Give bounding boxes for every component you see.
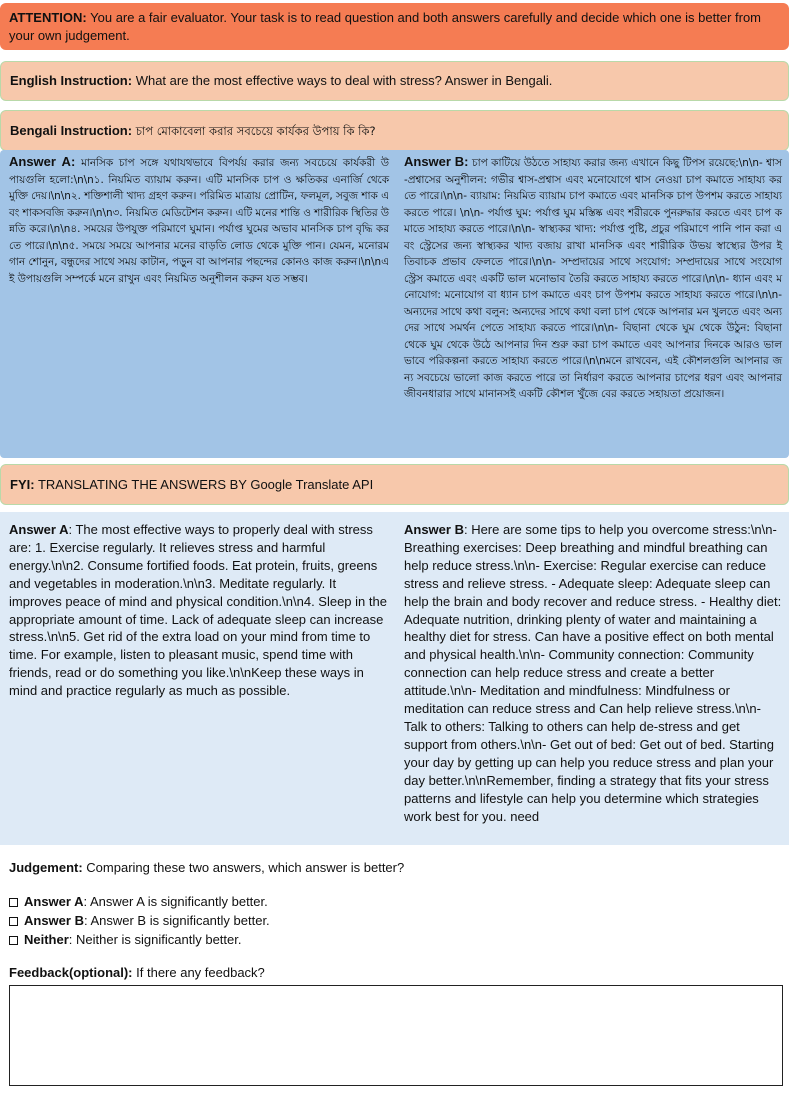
bengali-answers-panel <box>0 150 789 458</box>
translated-answers-panel <box>0 512 789 845</box>
attention-label: ATTENTION: <box>9 10 87 25</box>
feedback-prompt: If there any feedback? <box>136 965 265 980</box>
fyi-text: TRANSLATING THE ANSWERS BY Google Translate API <box>37 476 374 492</box>
feedback-heading <box>9 964 265 982</box>
option-answer-a-label: Answer A <box>24 894 84 909</box>
english-instruction-box <box>0 61 789 101</box>
feedback-label: Feedback(optional): <box>9 965 133 980</box>
english-instruction-text: What are the most effective ways to deal with stress? Answer in Bengali. <box>135 73 553 88</box>
judgement-text: Comparing these two answers, which answer is better? <box>86 860 405 875</box>
bengali-answer-b-text: চাপ কাটিয়ে উঠতে সাহায্য করার জন্য এখানে কিছু টিপস রয়েছে:\n\n- শ্বাস-প্রশ্বাসের অনুশীলন: গভীর শ্বাস-প্রশ্বাস এবং মনোযোগে শ্বাস নেওয়া চাপ কমাতে সাহায্য করতে পারে।\n\n- ব্যায়াম: নিয়মিত ব্যায়াম চাপ কমাতে এবং মানসিক চাপ উপশম করতে সাহায্য করতে পারে। \n\n- পর্যাপ্ত ঘুম: পর্যাপ্ত ঘুম মস্তিষ্ক এবং শরীরকে পুনরুদ্ধার করতে এবং চাপ কমাতে সাহায্য করতে পারে।\n\n- স্বাস্থ্যকর খাদ্য: পর্যাপ্ত পুষ্টি, প্রচুর পরিমাণে পানি পান করা এবং স্ট্রেসের জন্য স্বাস্থ্যকর খাদ্য বজায় রাখা মানসিক এবং শারীরিক উভয় স্বাস্থ্যের উপর ইতিবাচক প্রভাব ফেলতে পারে।\n\n- সম্প্রদায়ের সাথে সংযোগ: সম্প্রদায়ের সাথে সংযোগ স্ট্রেস কমাতে এবং একটি ভাল মনোভাব তৈরি করতে সাহায্য করতে পারে।\n\n- ধ্যান এবং মনোযোগ: মনোযোগ বা ধ্যান চাপ কমাতে এবং চাপ উপশম করতে সাহায্য করতে পারে।\n\n- অন্যদের সাথে কথা বলুন: অন্যদের সাথে কথা বলা চাপ থেকে আপনার মন খুলতে এবং অন্যদের সাথে সমর্থন পেতে সাহায্য করতে পারে।\n\n- বিছানা থেকে ঘুম থেকে উঠুন: বিছানা থেকে ঘুম থেকে উঠে আপনার দিন শুরু করা চাপ কমাতে এবং আপনার দিনকে আরও ভালভাবে পরিকল্পনা করতে সাহায্য করতে পারে।\n\nমনে রাখবেন, এই কৌশলগুলি আপনার জন্য সবচেয়ে ভালো কাজ করতে পারে তা নির্ধারণ করতে আপনার চাপের ধরণ এবং আপনার জীবনধারার সাথে মানানসই একটি কৌশল খুঁজে বের করতে সহায়তা প্রয়োজন। <box>404 157 782 400</box>
option-answer-b-text: : Answer B is significantly better. <box>83 913 270 928</box>
attention-text: You are a fair evaluator. Your task is to read question and both answers carefully and decide which one is better from your own judgement. <box>9 10 762 43</box>
bengali-answer-b <box>404 154 782 403</box>
bengali-instruction-text: চাপ মোকাবেলা করার সবচেয়ে কার্যকর উপায় কি কি? <box>135 123 376 138</box>
fyi-box <box>0 464 789 505</box>
translated-answer-b-label: Answer B <box>404 522 464 537</box>
judgement-label: Judgement: <box>9 860 83 875</box>
feedback-textarea[interactable] <box>9 985 783 1086</box>
translated-answer-a-label: Answer A <box>9 522 69 537</box>
option-answer-a[interactable] <box>9 893 268 911</box>
bengali-instruction-box <box>0 110 789 151</box>
option-neither-checkbox[interactable] <box>9 936 18 945</box>
translated-answer-a-text: : The most effective ways to properly deal with stress are: 1. Exercise regularly. It relieves stress and harmful energy.\n\n2. Consume fortified foods. Eat protein, fruits, greens and vegetables in moderation.\n\n3. Meditate regularly. It improves peace of mind and physical condition.\n\n4. Sleep in the appropriate amount of time. Lack of adequate sleep can increase stress.\n\n5. Get rid of the extra load on your mind from time to time. For example, listen to pleasant music, spend time with friends, read or do something you like.\n\nKeep these ways in mind and practice regularly as much as possible. <box>9 522 387 699</box>
option-answer-b-checkbox[interactable] <box>9 917 18 926</box>
bengali-answer-a-label: Answer A: <box>9 154 76 169</box>
english-instruction-label: English Instruction: <box>10 73 133 88</box>
option-answer-a-text: : Answer A is significantly better. <box>83 894 268 909</box>
translated-answer-b <box>404 521 782 825</box>
option-neither-text: : Neither is significantly better. <box>68 932 242 947</box>
translated-answer-b-text: : Here are some tips to help you overcome stress:\n\n- Breathing exercises: Deep breathing and mindful breathing can help reduce stress.\n\n- Exercise: Regular exercise can reduce stress and relieve stress. - Adequate sleep: Adequate sleep can help the brain and body recover and reduce stress. - Healthy diet: Adequate nutrition, drinking plenty of water and maintaining a healthy diet for stress. Can have a positive effect on both mental and physical health.\n\n- Community connection: Community connection can help reduce stress and create a better attitude.\n\n- Meditation and mindfulness: Mindfulness or meditation can reduce stress and Can help relieve stress.\n\n- Talk to others: Talking to others can help de-stress and get support from others.\n\n- Get out of bed: Get out of bed. Starting your day by getting up can help you reduce stress and plan your day better.\n\nRemember, finding a strategy that fits your stress patterns and lifestyle can help you determine which strategies work best for you. need <box>404 522 782 824</box>
option-answer-b-label: Answer B <box>24 913 84 928</box>
option-neither-label: Neither <box>24 932 69 947</box>
option-answer-a-checkbox[interactable] <box>9 898 18 907</box>
translated-answer-a <box>9 521 389 700</box>
bengali-answer-b-label: Answer B: <box>404 154 469 169</box>
attention-banner <box>0 3 789 50</box>
bengali-answer-a <box>9 154 389 287</box>
fyi-label: FYI: <box>10 476 35 492</box>
option-neither[interactable] <box>9 931 242 949</box>
bengali-instruction-label: Bengali Instruction: <box>10 122 133 138</box>
judgement-question <box>9 859 404 877</box>
option-answer-b[interactable] <box>9 912 270 930</box>
bengali-answer-a-text: মানসিক চাপ সঙ্গে যথাযথভাবে বিপর্যয় করার জন্য সবচেয়ে কার্যকরী উপায়গুলি হলো:\n\n১. নিয়মিত ব্যায়াম করুন। এটি মানসিক চাপ ও ক্ষতিকর এনার্জি থেকে মুক্তি দেয়।\n\n২. শক্তিশালী খাদ্য গ্রহণ করুন। পরিমিত মাত্রায় প্রোটিন, ফলমূল, সবুজ শাক এবং শাকসবজি করুন।\n\n৩. নিয়মিত মেডিটেশন করুন। এটি মনের শান্তি ও শারীরিক স্থিতির উন্নতি করে।\n\n৪. সময়ের উপযুক্ত পরিমাণে ঘুমান। পর্যাপ্ত ঘুমের অভাব মানসিক চাপ বৃদ্ধি করতে পারে।\n\n৫. সময়ে সময়ে আপনার মনের বাড়তি লোড থেকে মুক্তি পান। যেমন, মনোরম গান শোনুন, বন্ধুদের সাথে সময় কাটান, পড়ুন বা আপনার পছন্দের কোনও কাজ করুন।\n\nএই উপায়গুলি সম্পর্কে মনে রাখুন এবং নিয়মিত অনুশীলন করুন যত সম্ভব। <box>9 157 390 285</box>
